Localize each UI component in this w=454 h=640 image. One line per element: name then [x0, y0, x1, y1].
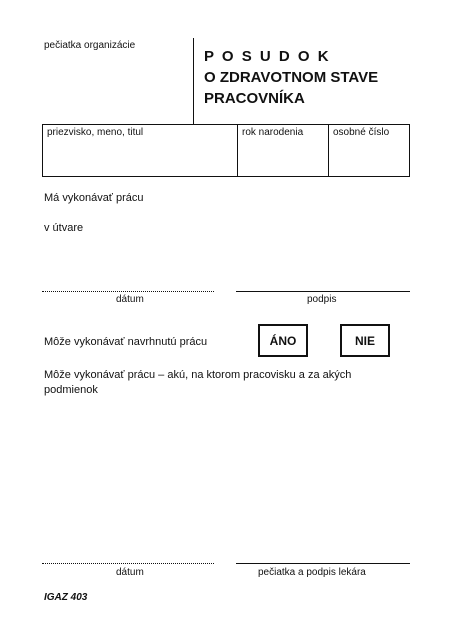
title-line-1: P O S U D O K: [204, 48, 331, 65]
signature-line: [236, 291, 410, 292]
date-label: dátum: [116, 294, 144, 305]
conditions-label: [44, 368, 351, 398]
title-line-2: O ZDRAVOTNOM STAVE: [204, 69, 379, 86]
header-divider: [193, 38, 194, 124]
doctor-signature-line: [236, 563, 410, 564]
form-code: IGAZ 403: [44, 592, 88, 603]
form-title: [204, 46, 378, 109]
conditions-label-line-1: Môže vykonávať prácu – akú, na ktorom pracovisku a za akých: [44, 369, 352, 381]
no-option-box[interactable]: NIE: [340, 324, 390, 357]
conditions-label-line-2: podmienok: [44, 384, 98, 396]
personal-number-field-label: osobné číslo: [333, 127, 390, 138]
name-field-label: priezvisko, meno, titul: [47, 127, 144, 138]
org-stamp-label: pečiatka organizácie: [44, 40, 136, 51]
signature-label: podpis: [307, 294, 337, 305]
id-table-divider-2: [328, 125, 329, 176]
id-table-divider-1: [237, 125, 238, 176]
yes-option-box[interactable]: ÁNO: [258, 324, 308, 357]
date-label-2: dátum: [116, 567, 144, 578]
title-line-3: PRACOVNÍKA: [204, 90, 305, 107]
id-table: [42, 124, 410, 177]
date-line: [42, 291, 214, 292]
birth-year-field-label: rok narodenia: [242, 127, 304, 138]
department-label: v útvare: [44, 222, 84, 234]
can-work-label: Môže vykonávať navrhnutú prácu: [44, 336, 208, 348]
date-line-2: [42, 563, 214, 564]
doctor-stamp-signature-label: pečiatka a podpis lekára: [258, 567, 366, 578]
work-label: Má vykonávať prácu: [44, 192, 144, 204]
